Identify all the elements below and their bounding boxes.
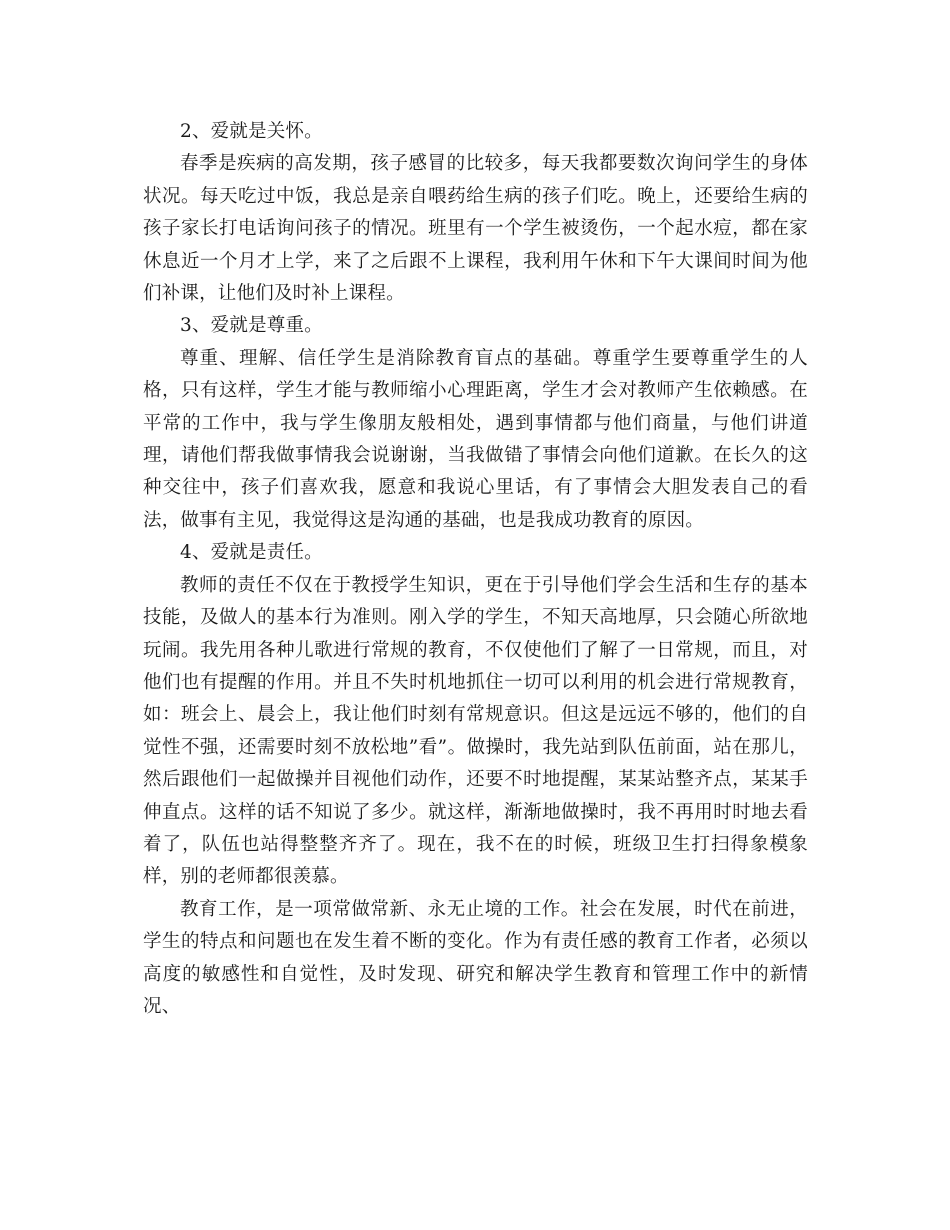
paragraph-conclusion: 教育工作，是一项常做常新、永无止境的工作。社会在发展，时代在前进，学生的特点和问题也在发生着不断的变化。作为有责任感的教育工作者，必须以高度的敏感性和自觉性，及时发现、研究和解决学生教育和管理工作中的新情况、 [143, 898, 808, 1017]
heading-care: 2、爱就是关怀。 [180, 121, 323, 142]
heading-respect: 3、爱就是尊重。 [180, 315, 323, 337]
paragraph-responsibility: 教师的责任不仅在于教授学生知识，更在于引导他们学会生活和生存的基本技能，及做人的基本行为准则。刚入学的学生，不知天高地厚，只会随心所欲地玩闹。我先用各种儿歌进行常规的教育，不仅使他们了解了一日常规，而且，对他们也有提醒的作用。并且不失时机地抓住一切可以利用的机会进行常规教育，如：班会上、晨会上，我让他们时刻有常规意识。但这是远远不够的，他们的自觉性不强，还需要时刻不放松地”看”。做操时，我先站到队伍前面，站在那儿，然后跟他们一起做操并目视他们动作，还要不时地提醒，某某站整齐点，某某手伸直点。这样的话不知说了多少。就这样，渐渐地做操时，我不再用时时地去看着了，队伍也站得整整齐齐了。现在，我不在的时候，班级卫生打扫得象模象样，别的老师都很羡慕。 [143, 574, 808, 888]
heading-responsibility: 4、爱就是责任。 [180, 542, 323, 564]
document-body [143, 116, 808, 1023]
paragraph-respect: 尊重、理解、信任学生是消除教育盲点的基础。尊重学生要尊重学生的人格，只有这样，学生才能与教师缩小心理距离，学生才会对教师产生依赖感。在平常的工作中，我与学生像朋友般相处，遇到事情都与他们商量，与他们讲道理，请他们帮我做事情我会说谢谢，当我做错了事情会向他们道歉。在长久的这种交往中，孩子们喜欢我，愿意和我说心里话，有了事情会大胆发表自己的看法，做事有主见，我觉得这是沟通的基础，也是我成功教育的原因。 [143, 347, 808, 531]
paragraph-care: 春季是疾病的高发期，孩子感冒的比较多，每天我都要数次询问学生的身体状况。每天吃过中饭，我总是亲自喂药给生病的孩子们吃。晚上，还要给生病的孩子家长打电话询问孩子的情况。班里有一个学生被烫伤，一个起水痘，都在家休息近一个月才上学，来了之后跟不上课程，我利用午休和下午大课间时间为他们补课，让他们及时补上课程。 [143, 153, 808, 305]
